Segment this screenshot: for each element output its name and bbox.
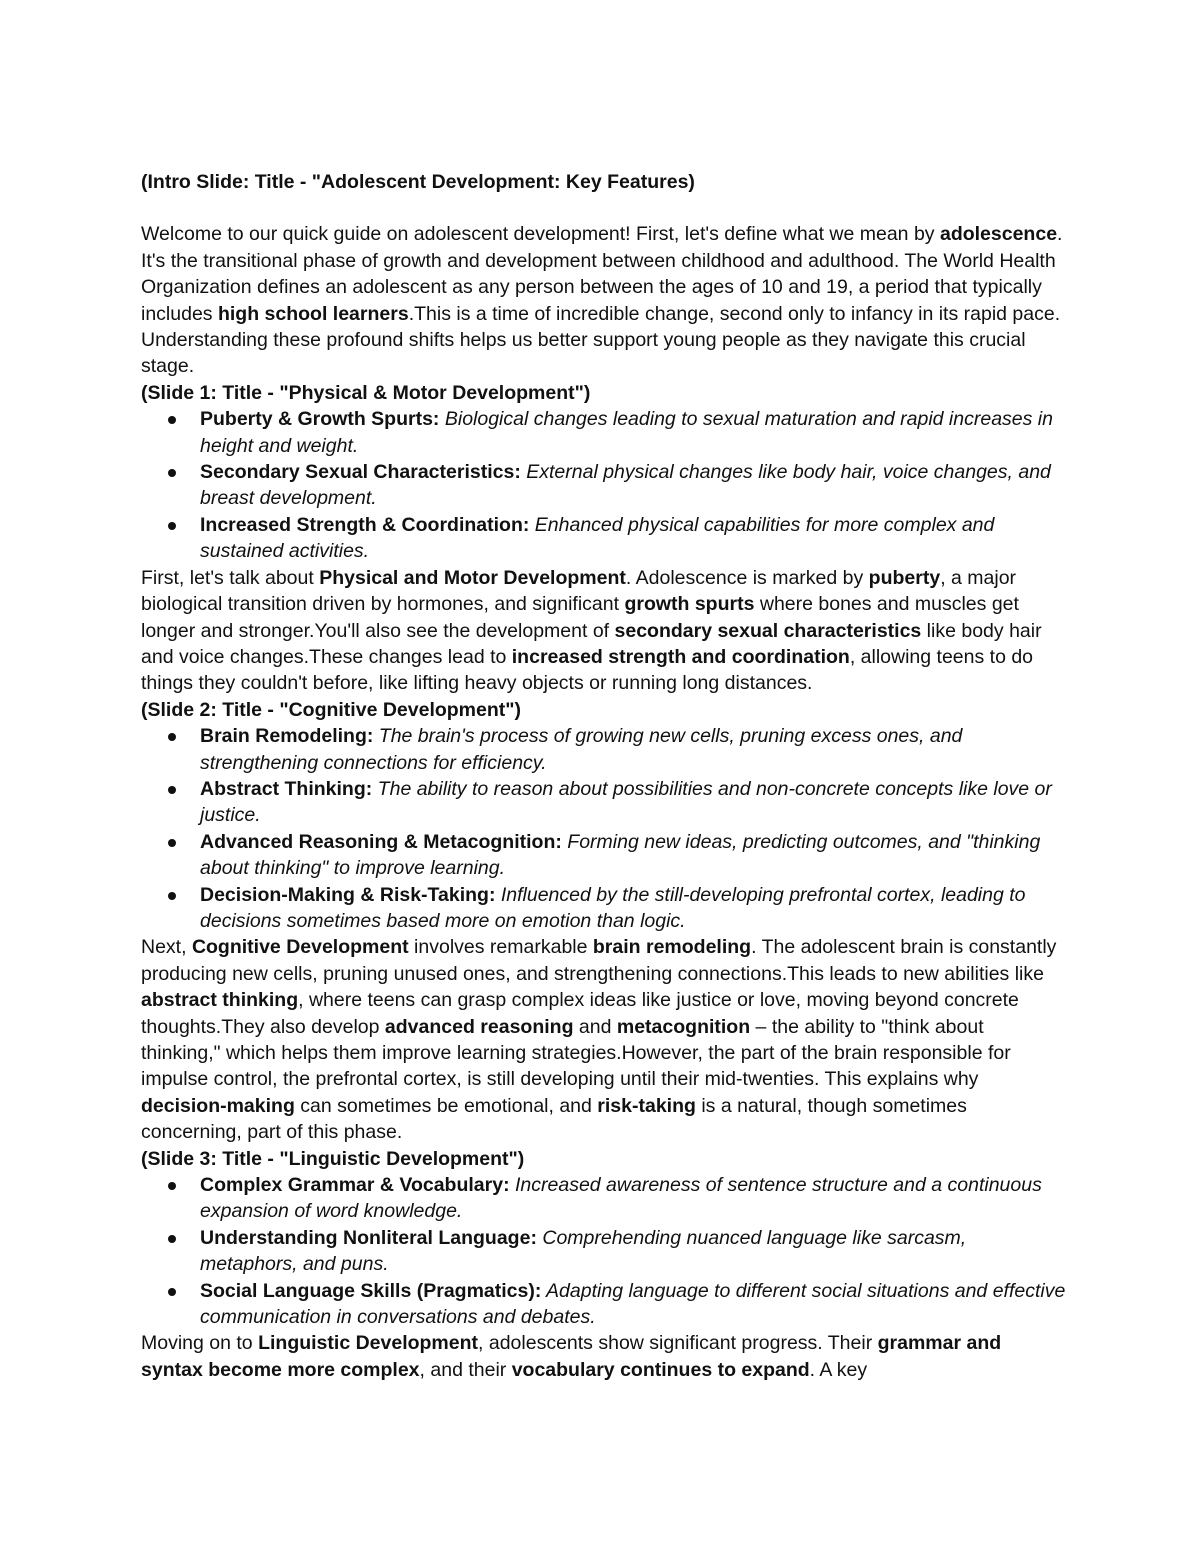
list-item [141,882,1066,935]
para-text: Moving on to [141,1332,259,1355]
para-text: . The adolescent brain is constantly producing new cells, pruning unused ones, and strengthening connections.This leads to new abilities like [141,936,1057,985]
intro-bold-high-school: high school learners [217,302,409,325]
para-text: is a natural, though sometimes concerning, part of this phase. [141,1094,967,1144]
para-bold: grammar and syntax become more complex [141,1332,1002,1381]
list-item [141,459,1066,512]
bullet-description: Forming new ideas, predicting outcomes, and "thinking about thinking" to improve learning. [200,830,1041,880]
para-text: involves remarkable [408,936,593,959]
bullet-term: Brain Remodeling: [200,725,374,748]
list-item [141,406,1066,459]
list-item [141,1225,1066,1278]
para-bold: vocabulary continues to expand [511,1358,810,1381]
bullet-term: Increased Strength & Coordination: [200,513,530,536]
para-text: like body hair and voice changes.These changes lead to [141,619,1042,668]
slide3-heading: (Slide 3: Title - "Linguistic Development") [141,1147,525,1170]
para-text: , allowing teens to do things they couldn't before, like lifting heavy objects or running long distances. [141,645,1034,695]
bullet-term: Complex Grammar & Vocabulary: [200,1174,510,1197]
bullet-term: Understanding Nonliteral Language: [200,1226,537,1249]
para-bold: abstract thinking [141,989,299,1012]
para-bold: advanced reasoning [384,1015,574,1038]
para-text: , and their [419,1358,512,1381]
para-bold: risk-taking [597,1094,696,1117]
para-text: Next, [141,936,192,959]
bullet-description: External physical changes like body hair, voice changes, and breast development. [200,461,1051,510]
para-text: where bones and muscles get longer and stronger.You'll also see the development of [141,593,1019,642]
bullet-term: Abstract Thinking: [200,777,373,800]
para-text: , a major biological transition driven by hormones, and significant [141,566,1017,616]
bullet-description: The ability to reason about possibilities and non-concrete concepts like love or justice. [200,777,1052,827]
slide2-paragraph [141,934,1066,1145]
intro-text: .This is a time of incredible change, second only to infancy in its rapid pace. Understanding these profound shifts helps us better support young people as they navigate this crucial stage. [141,302,1061,378]
bullet-term: Advanced Reasoning & Metacognition: [200,830,562,853]
slide3-bullet-list [141,1172,1066,1330]
para-bold: brain remodeling [592,936,752,959]
para-text: and [573,1015,617,1038]
slide1-heading: (Slide 1: Title - "Physical & Motor Development") [141,381,591,404]
bullet-description: Biological changes leading to sexual maturation and rapid increases in height and weight. [200,408,1053,457]
para-text: can sometimes be emotional, and [294,1094,598,1117]
intro-text: . It's the transitional phase of growth and development between childhood and adulthood. The World Health Organization defines an adolescent as any person between the ages of 10 and 19, a period that typically includes [141,223,1063,325]
bullet-term: Puberty & Growth Spurts: [200,408,440,431]
list-item [141,723,1066,776]
para-text: First, let's talk about [141,566,320,589]
slide2-heading: (Slide 2: Title - "Cognitive Development") [141,698,522,721]
bullet-description: Enhanced physical capabilities for more complex and sustained activities. [200,513,995,563]
intro-heading: (Intro Slide: Title - "Adolescent Development: Key Features) [141,171,695,193]
bullet-term: Secondary Sexual Characteristics: [200,461,521,484]
slide2-bullet-list [141,723,1066,934]
list-item [141,1278,1066,1331]
bullet-term: Decision-Making & Risk-Taking: [200,883,496,906]
para-bold: Cognitive Development [191,936,409,959]
para-text: . A key [809,1358,868,1381]
bullet-term: Social Language Skills (Pragmatics): [200,1279,542,1302]
bullet-description: The brain's process of growing new cells, pruning excess ones, and strengthening connections for efficiency. [200,725,963,774]
para-bold: metacognition [616,1015,751,1038]
slide1-paragraph [141,565,1066,697]
intro-text: Welcome to our quick guide on adolescent development! First, let's define what we mean by [141,223,940,246]
para-bold: growth spurts [624,593,755,616]
para-text: , where teens can grasp complex ideas like justice or love, moving beyond concrete thoughts.They also develop [141,989,1019,1038]
para-text: , adolescents show significant progress. Their [478,1332,878,1355]
para-bold: Linguistic Development [258,1332,479,1355]
intro-paragraph [141,221,1066,379]
para-text: . Adolescence is marked by [625,566,869,589]
list-item [141,776,1066,829]
para-bold: decision-making [141,1094,295,1117]
para-bold: puberty [868,566,941,589]
document-body [141,169,1066,1383]
para-bold: secondary sexual characteristics [614,619,922,642]
para-text: – the ability to "think about thinking," which helps them improve learning strategies.However, the part of the brain responsible for impulse control, the prefrontal cortex, is still developing until their mid-twenties. This explains why [141,1015,1011,1091]
bullet-description: Increased awareness of sentence structure and a continuous expansion of word knowledge. [200,1174,1042,1223]
slide3-paragraph [141,1330,1066,1383]
bullet-description: Influenced by the still-developing prefrontal cortex, leading to decisions sometimes based more on emotion than logic. [200,883,1026,932]
intro-bold-adolescence: adolescence [939,223,1058,246]
list-item [141,829,1066,882]
bullet-description: Adapting language to different social situations and effective communication in conversations and debates. [200,1279,1066,1329]
para-bold: increased strength and coordination [511,645,850,668]
list-item [141,512,1066,565]
bullet-description: Comprehending nuanced language like sarcasm, metaphors, and puns. [200,1226,967,1276]
list-item [141,1172,1066,1225]
para-bold: Physical and Motor Development [319,566,626,589]
slide1-bullet-list [141,406,1066,564]
